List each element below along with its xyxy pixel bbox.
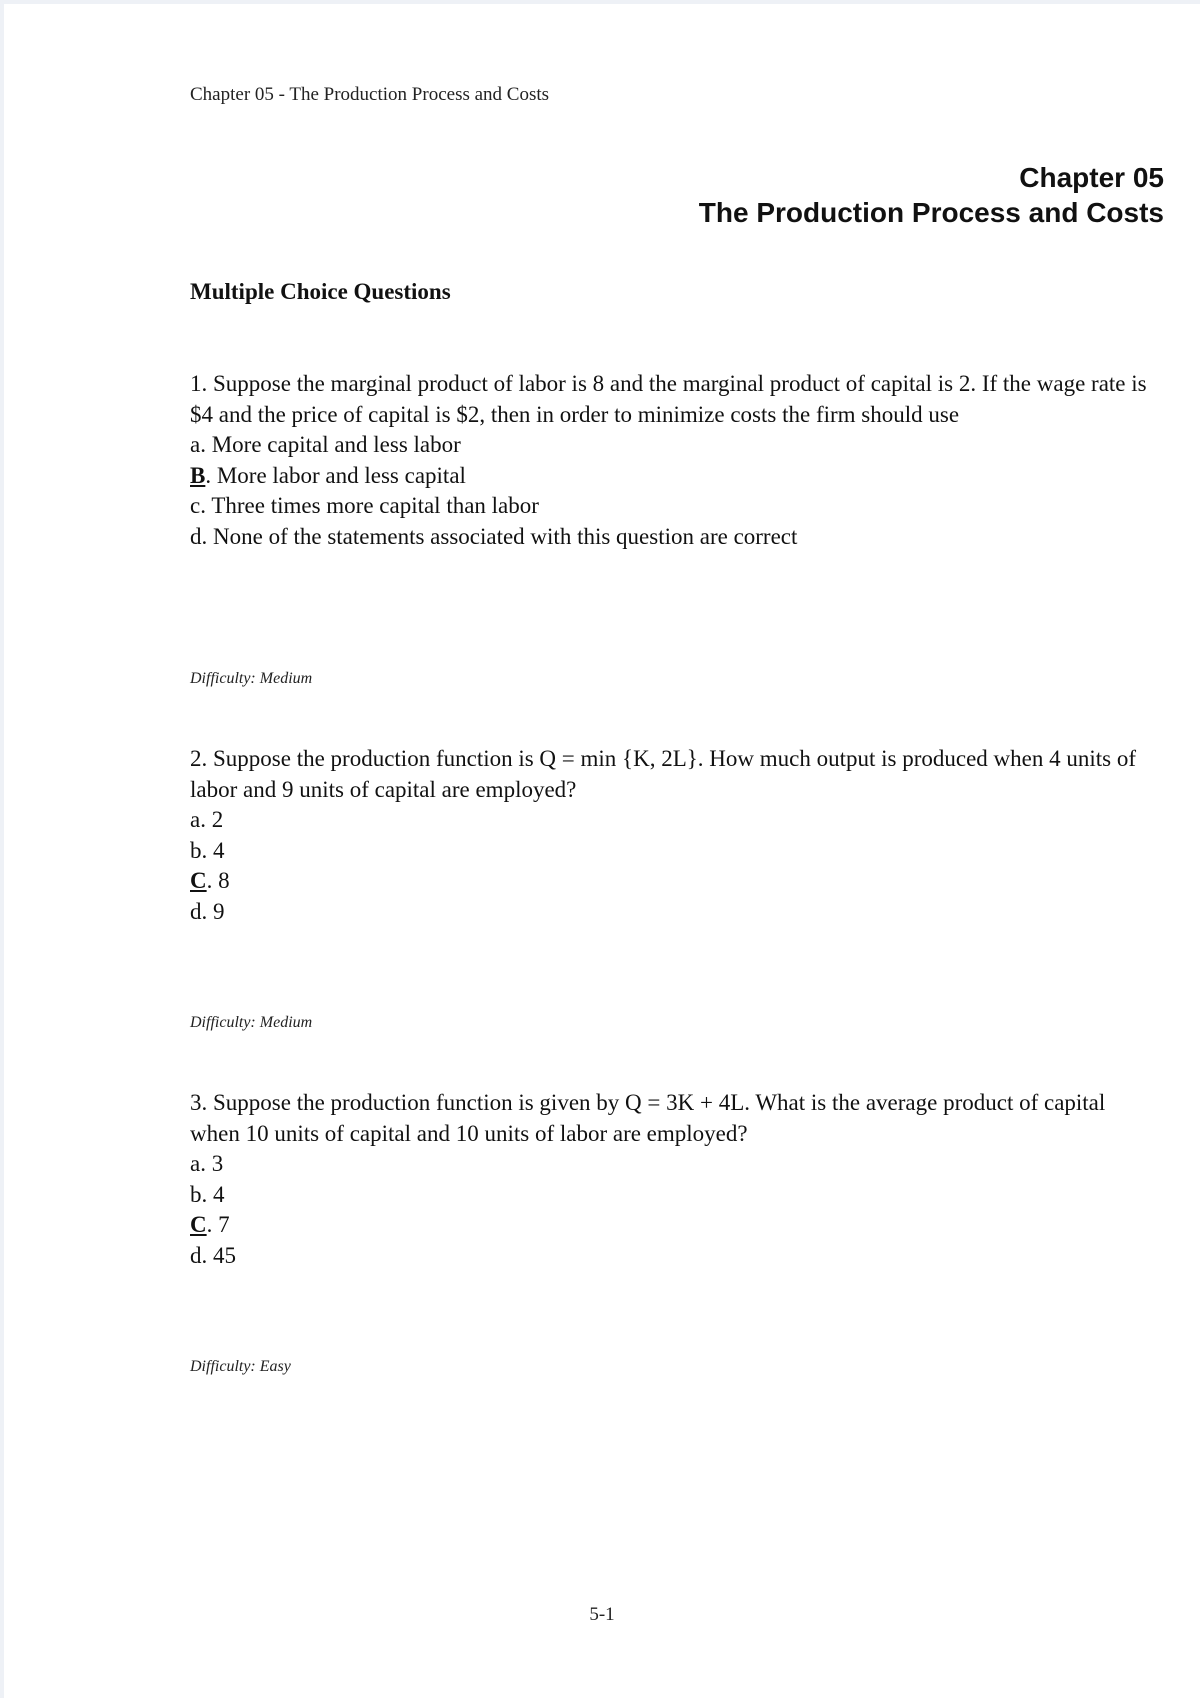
option-text: None of the statements associated with this question are correct <box>213 523 798 549</box>
option-letter: c <box>190 493 201 518</box>
difficulty-label: Difficulty: Medium <box>190 670 313 687</box>
option-text: 3 <box>211 1151 224 1176</box>
question-3 <box>190 1088 1150 1271</box>
option-letter-correct: B <box>190 462 206 488</box>
option-letter: d <box>190 898 202 924</box>
chapter-number: Chapter 05 <box>1019 162 1164 193</box>
option-letter-correct: C <box>190 868 207 893</box>
running-header: Chapter 05 - The Production Process and Costs <box>190 84 550 105</box>
option-letter: a <box>190 807 201 832</box>
answer-option: d. 45 <box>190 1242 236 1268</box>
question-2 <box>190 744 1150 927</box>
answer-option: b. 4 <box>190 837 225 863</box>
answer-option: d. 9 <box>190 898 225 924</box>
answer-option: a. 2 <box>190 807 224 832</box>
option-text: More labor and less capital <box>216 462 466 488</box>
answer-option: c. Three times more capital than labor <box>190 493 539 518</box>
answer-option: C. 7 <box>190 1212 230 1237</box>
question-stem: 3. Suppose the production function is given by Q = 3K + 4L. What is the average product of capital when 10 units of capital and 10 units of labor are employed? <box>190 1090 1106 1146</box>
option-text: 8 <box>218 868 230 893</box>
answer-option: B. More labor and less capital <box>190 462 466 488</box>
answer-option: C. 8 <box>190 868 230 893</box>
answer-option: a. More capital and less labor <box>190 432 461 457</box>
option-text: More capital and less labor <box>211 432 461 457</box>
option-letter-correct: C <box>190 1212 207 1237</box>
option-letter: a <box>190 1151 201 1176</box>
option-text: 2 <box>211 807 224 832</box>
answer-option: a. 3 <box>190 1151 224 1176</box>
answer-option: d. None of the statements associated with this question are correct <box>190 523 798 549</box>
option-letter: b <box>190 1181 202 1207</box>
document-page <box>4 4 1200 1698</box>
option-text: Three times more capital than labor <box>211 493 539 518</box>
option-text: 7 <box>218 1212 230 1237</box>
difficulty-label: Difficulty: Easy <box>190 1358 291 1375</box>
question-stem: 2. Suppose the production function is Q = min {K, 2L}. How much output is produced when 4 units of labor and 9 units of capital are employed? <box>190 746 1137 802</box>
section-heading: Multiple Choice Questions <box>190 279 451 304</box>
question-stem: 1. Suppose the marginal product of labor is 8 and the marginal product of capital is 2. If the wage rate is $4 and the price of capital is $2, then in order to minimize costs the firm should use <box>190 371 1147 427</box>
option-letter: d <box>190 1242 202 1268</box>
chapter-name: The Production Process and Costs <box>698 197 1164 228</box>
option-letter: d <box>190 523 202 549</box>
option-text: 4 <box>213 1181 225 1207</box>
option-text: 9 <box>213 898 225 924</box>
question-1 <box>190 369 1150 552</box>
difficulty-label: Difficulty: Medium <box>190 1014 313 1031</box>
chapter-title <box>699 160 1164 230</box>
option-letter: b <box>190 837 202 863</box>
option-text: 45 <box>213 1242 236 1268</box>
page-number: 5-1 <box>589 1604 615 1625</box>
option-text: 4 <box>213 837 225 863</box>
answer-option: b. 4 <box>190 1181 225 1207</box>
option-letter: a <box>190 432 201 457</box>
